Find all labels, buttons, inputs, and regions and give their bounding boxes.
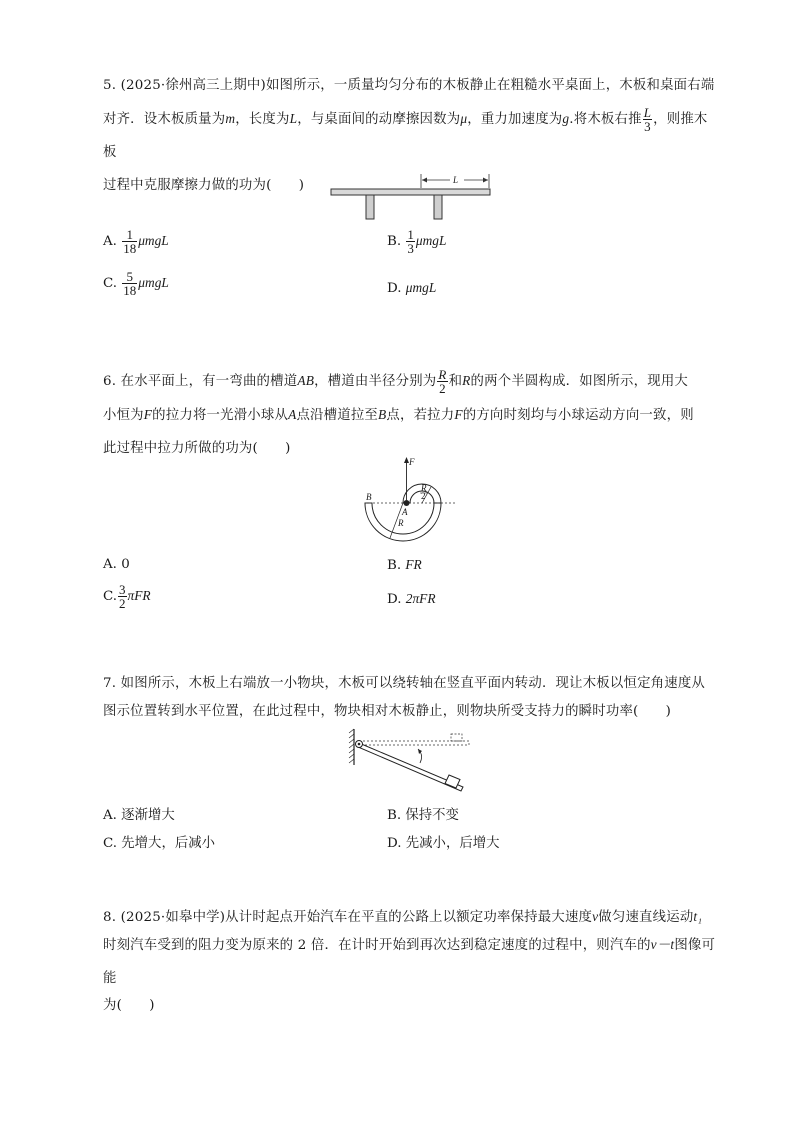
q7-option-c[interactable]: C. 先增大，后减小: [103, 836, 216, 851]
q7-option-a[interactable]: A. 逐渐增大: [103, 808, 175, 823]
q6-option-d[interactable]: D. 2πFR: [387, 591, 436, 607]
q6-option-c[interactable]: C. $\frac{3}{2}$ πFR: [103, 582, 151, 611]
q6-groove-figure: [355, 453, 470, 553]
q5-line-3: 过程中克服摩擦力做的功为( ): [103, 178, 305, 193]
q8-line-1: 8. (2025·如皋中学)从计时起点开始汽车在平直的公路上以额定功率保持最大速度v做匀速直线运动t₁: [103, 909, 703, 925]
q7-option-b[interactable]: B. 保持不变: [387, 808, 459, 823]
q6-fig-label-half-num: R: [421, 483, 427, 493]
q6-option-a[interactable]: A. 0: [103, 557, 130, 572]
q6-fig-label-r: R: [398, 518, 404, 528]
question-6: [103, 364, 720, 465]
q5-table-leg-right: [434, 195, 442, 219]
q6-fig-label-b: B: [366, 492, 372, 502]
q5-line-2: 对齐．设木板质量为m，长度为L，与桌面间的动摩擦因数为μ，重力加速度为g.将木板右推 $\frac{L}{3}$ ，则推木板: [103, 105, 708, 160]
q8-line-2: 时刻汽车受到的阻力变为原来的 2 倍．在计时开始到再次达到稳定速度的过程中，则汽车的v－t图像可能: [103, 937, 716, 986]
q6-ball: [404, 500, 410, 506]
q8-line-3: 为( ): [103, 998, 155, 1013]
q7-option-d[interactable]: D. 先减小，后增大: [387, 836, 500, 851]
q7-line-2: 图示位置转到水平位置，在此过程中，物块相对木板静止，则物块所受支持力的瞬时功率( ): [103, 704, 672, 719]
q5-option-b[interactable]: B. $\frac{1}{3}$ μmgL: [387, 227, 447, 256]
q6-fig-label-half-den: 2: [421, 491, 426, 501]
q5-line-1: 5. (2025·徐州高三上期中)如图所示，一质量均匀分布的木板静止在粗糙水平桌面上，木板和桌面右端: [103, 78, 715, 93]
q7-rotating-board-figure: [348, 727, 473, 799]
q6-line-2: 小恒为F的拉力将一光滑小球从A点沿槽道拉至B点，若拉力F的方向时刻均与小球运动方向一致，则: [103, 407, 694, 423]
q7-line-1: 7. 如图所示，木板上右端放一小物块，木板可以绕转轴在竖直平面内转动．现让木板以恒定角速度从: [103, 676, 706, 691]
q6-line-1: 6. 在水平面上，有一弯曲的槽道AB，槽道由半径分别为 $\frac{R}{2}$ 和R的两个半圆构成．如图所示，现用大: [103, 367, 688, 396]
q6-line-3: 此过程中拉力所做的功为( ): [103, 441, 291, 456]
q6-fig-label-f: F: [409, 457, 415, 467]
q5-board: [331, 189, 490, 195]
q5-length-label: L: [453, 175, 459, 185]
q5-board-table-figure: [328, 172, 494, 222]
q5-option-d[interactable]: D. μmgL: [387, 280, 437, 296]
question-8: [103, 900, 720, 1022]
q5-table-leg-left: [366, 195, 374, 219]
question-7: [103, 667, 720, 728]
q6-option-b[interactable]: B. FR: [387, 557, 422, 573]
q5-option-a[interactable]: A. $\frac{1}{18}$ μmgL: [103, 227, 169, 256]
q5-fraction-l-over-3: $\frac{L}{3}$: [643, 105, 652, 134]
q6-fig-label-a: A: [402, 507, 408, 517]
q5-option-c[interactable]: C. $\frac{5}{18}$ μmgL: [103, 269, 169, 298]
